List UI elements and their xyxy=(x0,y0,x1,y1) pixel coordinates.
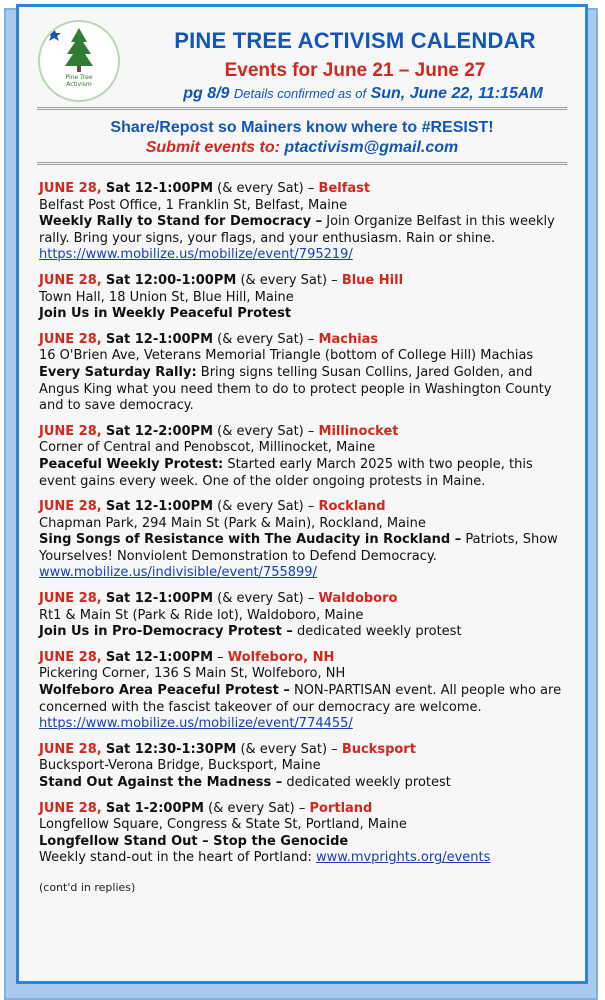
event-location: Pickering Corner, 136 S Main St, Wolfeboro, NH xyxy=(39,666,346,682)
event-frequency: – xyxy=(213,649,228,665)
event-title: Join Us in Weekly Peaceful Protest xyxy=(39,306,292,322)
continued-note: (cont'd in replies) xyxy=(39,880,136,894)
event-town: Bucksport xyxy=(341,741,416,757)
logo-text xyxy=(40,74,118,88)
event-title: Peaceful Weekly Protest: xyxy=(39,456,224,472)
page-title: PINE TREE ACTIVISM CALENDAR xyxy=(174,28,536,53)
event-frequency: (& every Sat) – xyxy=(213,591,319,607)
confirmed-date: Sun, June 22, 11:15AM xyxy=(370,85,543,102)
event-town: Belfast xyxy=(318,181,371,196)
event-location: Belfast Post Office, 1 Franklin St, Belfast, Maine xyxy=(39,197,348,213)
event-title: Sing Songs of Resistance with The Audacity in Rockland – xyxy=(39,532,462,548)
event-description: Join Organize Belfast in this weekly rally. Bring your signs, your flags, and your enthusiasm. Rain or shine. xyxy=(39,214,555,246)
event-item xyxy=(39,801,569,867)
event-location: Corner of Central and Penobscot, Millinocket, Maine xyxy=(39,440,376,456)
logo-text-line: Activism xyxy=(66,81,92,88)
event-time: Sat 12:00-1:00PM xyxy=(105,272,237,288)
event-date: JUNE 28, xyxy=(39,800,102,816)
event-description: Patriots, Show Yourselves! Nonviolent Demonstration to Defend Democracy. xyxy=(39,532,558,564)
event-title: Weekly Rally to Stand for Democracy – xyxy=(39,214,323,230)
event-item xyxy=(39,332,569,415)
event-time: Sat 12-1:00PM xyxy=(105,591,214,607)
share-line: Share/Repost so Mainers know where to #RESIST! xyxy=(110,119,494,136)
pine-tree-logo xyxy=(38,20,120,102)
event-title: Every Saturday Rally: xyxy=(39,364,197,380)
event-title: Longfellow Stand Out – Stop the Genocide xyxy=(39,833,349,849)
divider xyxy=(37,107,567,110)
event-description: Started early March 2025 with two people, this event gains every week. One of the older ongoing protests in Maine. xyxy=(39,456,533,489)
page-number: pg 8/9 xyxy=(183,85,230,102)
event-frequency: (& every Sat) – xyxy=(213,423,319,439)
event-frequency: (& every Sat) – xyxy=(203,800,310,816)
event-item xyxy=(39,650,569,733)
event-description: dedicated weekly protest xyxy=(292,624,462,640)
page-subtitle: Events for June 21 – June 27 xyxy=(224,60,486,81)
event-town: Millinocket xyxy=(318,423,399,439)
event-date: JUNE 28, xyxy=(39,423,102,439)
event-location: 16 O'Brien Ave, Veterans Memorial Triangle (bottom of College Hill) Machias xyxy=(39,348,534,364)
event-date: JUNE 28, xyxy=(39,499,102,515)
logo-text-line: Pine Tree xyxy=(65,74,93,81)
event-date: JUNE 28, xyxy=(39,331,102,347)
event-link[interactable]: https://www.mobilize.us/mobilize/event/795219/ xyxy=(39,247,353,263)
event-item xyxy=(39,591,569,641)
event-frequency: (& every Sat) – xyxy=(236,741,342,757)
event-item xyxy=(39,424,569,490)
event-town: Waldoboro xyxy=(318,591,398,607)
event-description: NON-PARTISAN event. All people who are concerned with the fascist takeover of our democracy are welcome. xyxy=(39,683,562,715)
event-time: Sat 1-2:00PM xyxy=(105,800,204,816)
event-town: Rockland xyxy=(318,499,386,515)
event-location: Longfellow Square, Congress & State St, Portland, Maine xyxy=(39,817,407,833)
event-item xyxy=(39,181,569,264)
event-item xyxy=(39,499,569,582)
event-link[interactable]: www.mobilize.us/indivisible/event/755899/ xyxy=(39,565,317,581)
event-date: JUNE 28, xyxy=(39,741,102,757)
event-frequency: (& every Sat) – xyxy=(213,331,319,347)
event-extra: Weekly stand-out in the heart of Portland: xyxy=(39,850,316,866)
event-title: Join Us in Pro-Democracy Protest – xyxy=(39,624,293,640)
event-link[interactable]: https://www.mobilize.us/mobilize/event/774455/ xyxy=(39,716,353,732)
event-date: JUNE 28, xyxy=(39,591,102,607)
event-list xyxy=(19,165,569,894)
event-time: Sat 12-1:00PM xyxy=(105,181,214,196)
submit-line xyxy=(19,139,585,157)
event-frequency: (& every Sat) – xyxy=(213,499,319,515)
calendar-card xyxy=(16,4,588,984)
event-description: dedicated weekly protest xyxy=(282,775,451,790)
event-town: Blue Hill xyxy=(341,272,404,288)
event-title: Wolfeboro Area Peaceful Protest – xyxy=(39,683,290,699)
event-location: Town Hall, 18 Union St, Blue Hill, Maine xyxy=(39,289,294,305)
event-time: Sat 12-1:00PM xyxy=(105,331,214,347)
event-time: Sat 12-1:00PM xyxy=(105,499,214,515)
pine-tree-icon xyxy=(40,22,118,100)
header xyxy=(19,7,585,107)
event-location: Chapman Park, 294 Main St (Park & Main), Rockland, Maine xyxy=(39,515,426,531)
event-town: Wolfeboro, NH xyxy=(227,649,335,665)
event-date: JUNE 28, xyxy=(39,649,102,665)
event-location: Rt1 & Main St (Park & Ride lot), Waldoboro, Maine xyxy=(39,607,364,623)
event-date: JUNE 28, xyxy=(39,272,102,288)
submit-label: Submit events to: xyxy=(145,139,280,156)
event-location: Bucksport-Verona Bridge, Bucksport, Maine xyxy=(39,758,321,774)
event-town: Portland xyxy=(309,800,373,816)
event-time: Sat 12-1:00PM xyxy=(105,649,214,665)
submit-email[interactable]: ptactivism@gmail.com xyxy=(284,139,459,156)
event-link[interactable]: www.mvprights.org/events xyxy=(315,850,491,866)
event-description: Bring signs telling Susan Collins, Jared Golden, and Angus King what you need them to do to protect people in Washington County and to save democracy. xyxy=(39,364,552,414)
event-title: Stand Out Against the Madness – xyxy=(39,775,283,790)
event-time: Sat 12:30-1:30PM xyxy=(105,741,237,757)
event-item xyxy=(39,273,569,323)
event-frequency: (& every Sat) – xyxy=(236,272,342,288)
details-label: Details confirmed as of xyxy=(233,86,367,101)
event-frequency: (& every Sat) – xyxy=(213,181,319,196)
event-item xyxy=(39,742,569,792)
event-date: JUNE 28, xyxy=(39,181,102,196)
event-town: Machias xyxy=(318,331,379,347)
event-time: Sat 12-2:00PM xyxy=(105,423,214,439)
page-info xyxy=(143,85,583,103)
